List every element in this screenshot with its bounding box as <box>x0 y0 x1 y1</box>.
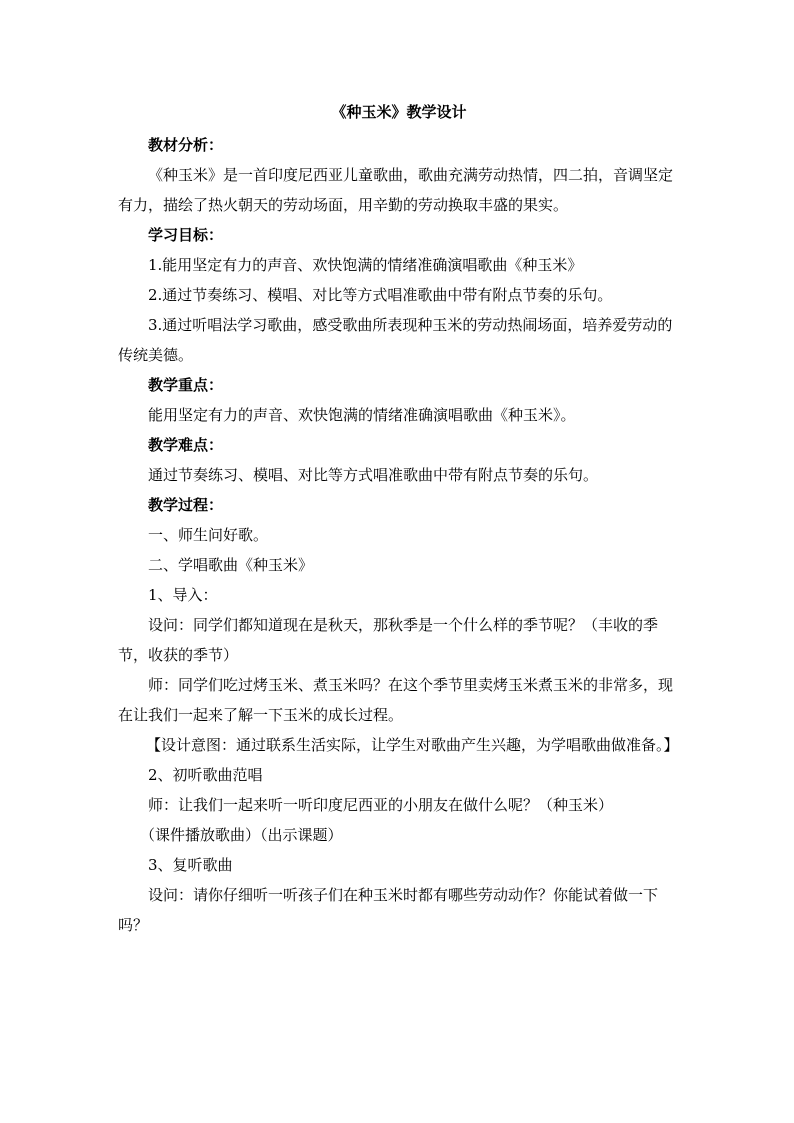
courseware-note: （课件播放歌曲）（出示课题） <box>140 826 343 844</box>
question-paragraph-3: 设问：请你仔细听一听孩子们在种玉米时都有哪些劳动动作？你能试着做一下吗？ <box>118 886 659 934</box>
difficulty-text: 通过节奏练习、模唱、对比等方式唱准歌曲中带有附点节奏的乐句。 <box>148 466 599 484</box>
teacher-paragraph-2: 师：让我们一起来听一听印度尼西亚的小朋友在做什么呢？（种玉米） <box>148 796 614 814</box>
goal-item-2: 2.通过节奏练习、模唱、对比等方式唱准歌曲中带有附点节奏的乐句。 <box>148 286 613 304</box>
process-heading: 教学过程： <box>148 496 224 514</box>
key-point-heading: 教学重点： <box>148 376 224 394</box>
design-intent-paragraph: 【设计意图：通过联系生活实际，让学生对歌曲产生兴趣，为学唱歌曲做准备。】 <box>146 736 679 754</box>
process-step-2: 二、学唱歌曲《种玉米》 <box>148 556 314 574</box>
goals-heading: 学习目标： <box>148 226 224 244</box>
process-step-2-2: 2、初听歌曲范唱 <box>148 766 263 784</box>
difficulty-heading: 教学难点： <box>148 436 224 454</box>
process-step-1: 一、师生问好歌。 <box>148 526 269 544</box>
goal-item-1: 1.能用坚定有力的声音、欢快饱满的情绪准确演唱歌曲《种玉米》 <box>148 256 583 274</box>
teacher-paragraph-1: 师：同学们吃过烤玉米、煮玉米吗？在这个季节里卖烤玉米煮玉米的非常多，现在让我们一起来了解一下玉米的成长过程。 <box>118 676 674 724</box>
key-point-text: 能用坚定有力的声音、欢快饱满的情绪准确演唱歌曲《种玉米》。 <box>148 406 576 424</box>
material-heading: 教材分析： <box>148 136 224 154</box>
goal-item-3: 3.通过听唱法学习歌曲，感受歌曲所表现种玉米的劳动热闹场面，培养爱劳动的传统美德。 <box>118 316 673 364</box>
process-step-2-3: 3、复听歌曲 <box>148 856 233 874</box>
document-title: 《种玉米》教学设计 <box>331 103 467 121</box>
question-paragraph-1: 设问：同学们都知道现在是秋天，那秋季是一个什么样的季节呢？（丰收的季节，收获的季节） <box>118 616 659 664</box>
material-paragraph: 《种玉米》是一首印度尼西亚儿童歌曲，歌曲充满劳动热情，四二拍，音调坚定有力，描绘了热火朝天的劳动场面，用辛勤的劳动换取丰盛的果实。 <box>118 166 674 214</box>
process-step-2-1: 1、导入： <box>148 586 218 604</box>
document-body <box>118 98 678 940</box>
